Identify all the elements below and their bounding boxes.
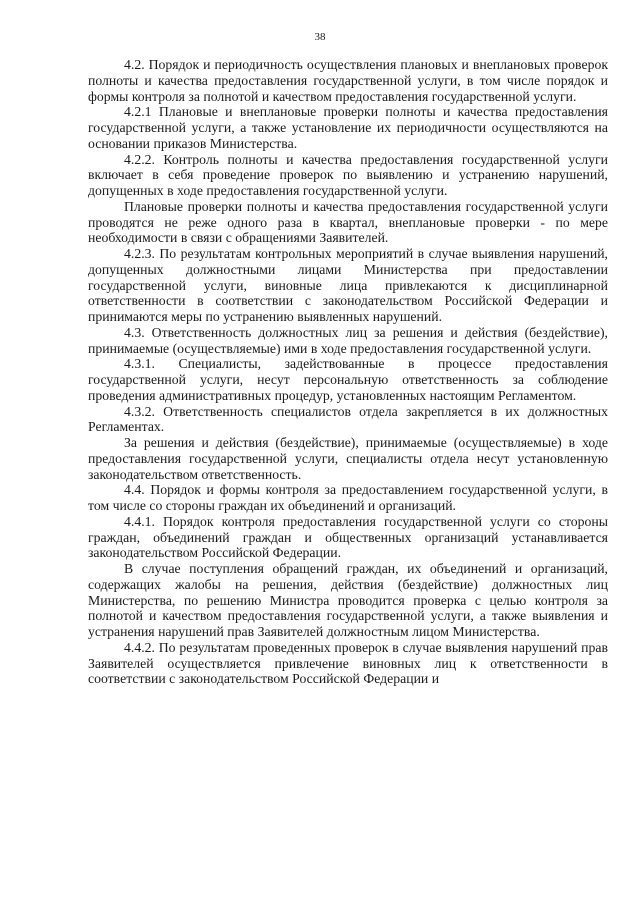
paragraph-complaints: В случае поступления обращений граждан, их объединений и организаций, содержащих жалобы на решения, действия (бездействие) должностных лиц Министерства, по решению Министра проводится проверка с целью контроля за полнотой и качеством предоставления государственной услуги, а также выявления и устранения нарушений прав Заявителей должностным лицом Министерства. <box>88 561 608 639</box>
paragraph-4-2-2: 4.2.2. Контроль полноты и качества предоставления государственной услуги включает в себя проведение проверок по выявлению и устранению нарушений, допущенных в ходе предоставления государственной услуги. <box>88 151 608 198</box>
paragraph-4-2: 4.2. Порядок и периодичность осуществления плановых и внеплановых проверок полноты и качества предоставления государственной услуги, в том числе порядок и формы контроля за полнотой и качеством предоставления государственной услуги. <box>88 57 608 104</box>
paragraph-4-3: 4.3. Ответственность должностных лиц за решения и действия (бездействие), принимаемые (осуществляемые) ими в ходе предоставления государственной услуги. <box>88 324 608 356</box>
paragraph-responsibility: За решения и действия (бездействие), принимаемые (осуществляемые) в ходе предоставления государственной услуги, специалисты отдела несут установленную законодательством ответственность. <box>88 435 608 482</box>
paragraph-4-4: 4.4. Порядок и формы контроля за предоставлением государственной услуги, в том числе со стороны граждан их объединений и организаций. <box>88 482 608 513</box>
paragraph-4-4-1: 4.4.1. Порядок контроля предоставления государственной услуги со стороны граждан, объединений граждан и общественных организаций устанавливается законодательством Российской Федерации. <box>88 513 608 561</box>
paragraph-4-2-3: 4.2.3. По результатам контрольных мероприятий в случае выявления нарушений, допущенных должностными лицами Министерства при предоставлении государственной услуги, виновные лица привлекаются к дисциплинарной ответственности в соответствии с законодательством Российской Федерации и принимаются меры по устранению выявленных нарушений. <box>88 246 608 324</box>
page-number: 38 <box>314 31 326 43</box>
document-body <box>88 57 608 687</box>
paragraph-scheduled-checks: Плановые проверки полноты и качества предоставления государственной услуги проводятся не реже одного раза в квартал, внеплановые проверки - по мере необходимости в связи с обращениями Заявителей. <box>88 198 608 246</box>
paragraph-4-3-2: 4.3.2. Ответственность специалистов отдела закрепляется в их должностных Регламентах. <box>88 403 608 435</box>
paragraph-4-3-1: 4.3.1. Специалисты, задействованные в процессе предоставления государственной услуги, несут персональную ответственность за соблюдение проведения административных процедур, установленных настоящим Регламентом. <box>88 356 608 403</box>
paragraph-4-2-1: 4.2.1 Плановые и внеплановые проверки полноты и качества предоставления государственной услуги, а также установление их периодичности осуществляются на основании приказов Министерства. <box>88 104 608 151</box>
paragraph-4-4-2: 4.4.2. По результатам проведенных проверок в случае выявления нарушений прав Заявителей осуществляется привлечение виновных лиц к ответственности в соответствии с законодательством Российской Федерации и <box>88 639 608 687</box>
